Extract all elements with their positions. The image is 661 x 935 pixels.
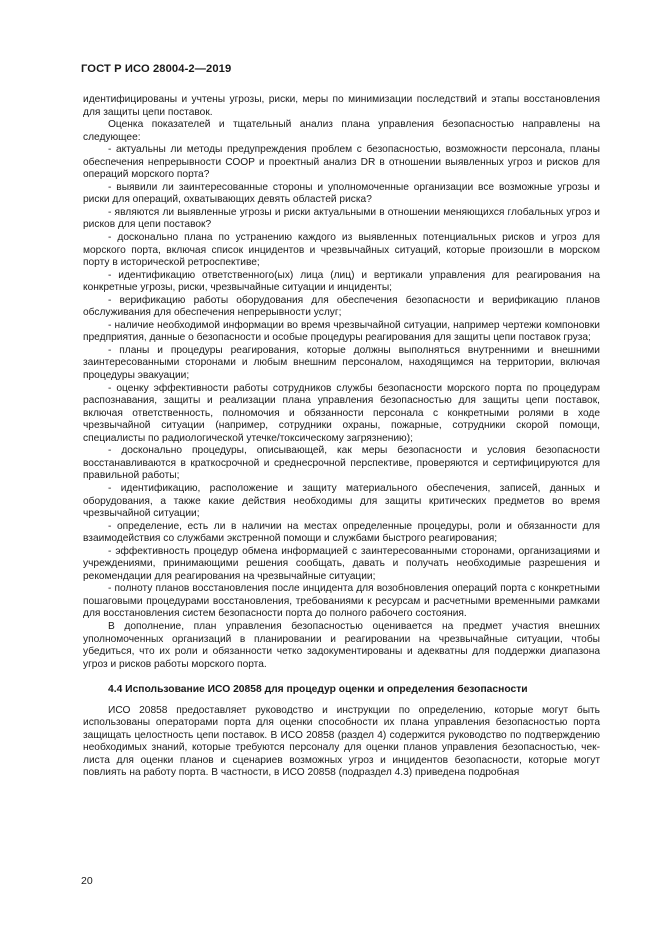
list-item: - досконально плана по устранению каждого из выявленных потенциальных рисков и угроз для морского порта, включая список инцидентов и чрезвычайных ситуаций, которые произошли в морском порту в исторической ретроспективе; <box>83 232 600 269</box>
list-item: - идентификацию ответственного(ых) лица (лиц) и вертикали управления для реагирования на конкретные угрозы, риски, чрезвычайные ситуации и инциденты; <box>83 269 600 294</box>
list-item: - досконально процедуры, описывающей, как меры безопасности и условия безопасности восстанавливаются в краткосрочной и среднесрочной перспективе, проверяются и сертифицируются для правильной работы; <box>83 445 600 482</box>
section-heading: 4.4 Использование ИСО 20858 для процедур оценки и определения безопасности <box>108 684 528 696</box>
list-item: - выявили ли заинтересованные стороны и уполномоченные организации все возможные угрозы и риски для операций, охватывающих девять областей риска? <box>83 181 600 206</box>
list-item: - эффективность процедур обмена информацией с заинтересованными сторонами, организациями и учреждениями, принимающими решения сообщать, давать и получать необходимые разрешения и рекомендации для реагирования на чрезвычайные ситуации; <box>83 545 600 582</box>
list-item: - верификацию работы оборудования для обеспечения безопасности и верификацию планов обслуживания для обеспечения непрерывности услуг; <box>83 294 600 319</box>
list-item: - планы и процедуры реагирования, которые должны выполняться внутренними и внешними заинтересованными сторонами и любым внешним персоналом, находящимся на территории, включая процедуры эвакуации; <box>83 344 600 382</box>
document-body <box>83 94 600 780</box>
paragraph: Оценка показателей и тщательный анализ плана управления безопасностью направлены на следующее: <box>83 119 600 143</box>
document-header: ГОСТ Р ИСО 28004-2—2019 <box>81 63 232 75</box>
section-paragraph: ИСО 20858 предоставляет руководство и инструкции по определению, которые могут быть использованы операторами порта для оценки способности их плана управления безопасностью порта защищать целостность цепи поставок. В ИСО 20858 (раздел 4) содержится руководство по подтверждению необходимых знаний, которые требуются персоналу для оценки планов управления безопасностью, чек-листа для оценки планов и сценариев возможных угроз и инцидентов безопасности, которые могут повлиять на работу порта. В частности, в ИСО 20858 (подраздел 4.3) приведена подробная <box>83 704 600 779</box>
list-item: - являются ли выявленные угрозы и риски актуальными в отношении меняющихся глобальных угроз и рисков для цепи поставок? <box>83 206 600 231</box>
page-number: 20 <box>81 875 93 887</box>
paragraph: идентифицированы и учтены угрозы, риски, меры по минимизации последствий и этапы восстановления для защиты цепи поставок. <box>83 94 600 118</box>
list-item: - актуальны ли методы предупреждения проблем с безопасностью, возможности персонала, планы обеспечения непрерывности СООР и проектный анализ DR в отношении выявленных угроз и рисков для операций морского порта? <box>83 144 600 181</box>
list-item: - оценку эффективности работы сотрудников службы безопасности морского порта по процедурам распознавания, защиты и реализации плана управления безопасностью для защиты цепи поставок, включая ответственность, полномочия и обязанности персонала с конкретными ролями в ходе чрезвычайной ситуации (например, сотрудники охраны, пожарные, сотрудники скорой помощи, специалисты по радиологической утечке/токсическому загрязнению); <box>83 382 600 444</box>
paragraph: В дополнение, план управления безопасностью оценивается на предмет участия внешних уполномоченных организаций в планировании и реагировании на чрезвычайные ситуации, чтобы убедиться, что их роли и обязанности четко задокументированы и адекватны для поддержки диапазона угроз и рисков работы морского порта. <box>83 620 600 670</box>
list-item: - идентификацию, расположение и защиту материального обеспечения, записей, данных и оборудования, а также какие действия необходимы для защиты критических предметов во время чрезвычайной ситуации; <box>83 482 600 520</box>
list-item: - наличие необходимой информации во время чрезвычайной ситуации, например чертежи компоновки предприятия, данные о безопасности и особые процедуры реагирования для защиты цепи поставок груза; <box>83 319 600 344</box>
list-item: - определение, есть ли в наличии на местах определенные процедуры, роли и обязанности для взаимодействия со службами экстренной помощи и службами быстрого реагирования; <box>83 520 600 545</box>
list-item: - полноту планов восстановления после инцидента для возобновления операций порта с конкретными пошаговыми процедурами восстановления, требованиями к ресурсам и расчетными временными рамками для восстановления систем безопасности порта до полного рабочего состояния. <box>83 583 600 620</box>
